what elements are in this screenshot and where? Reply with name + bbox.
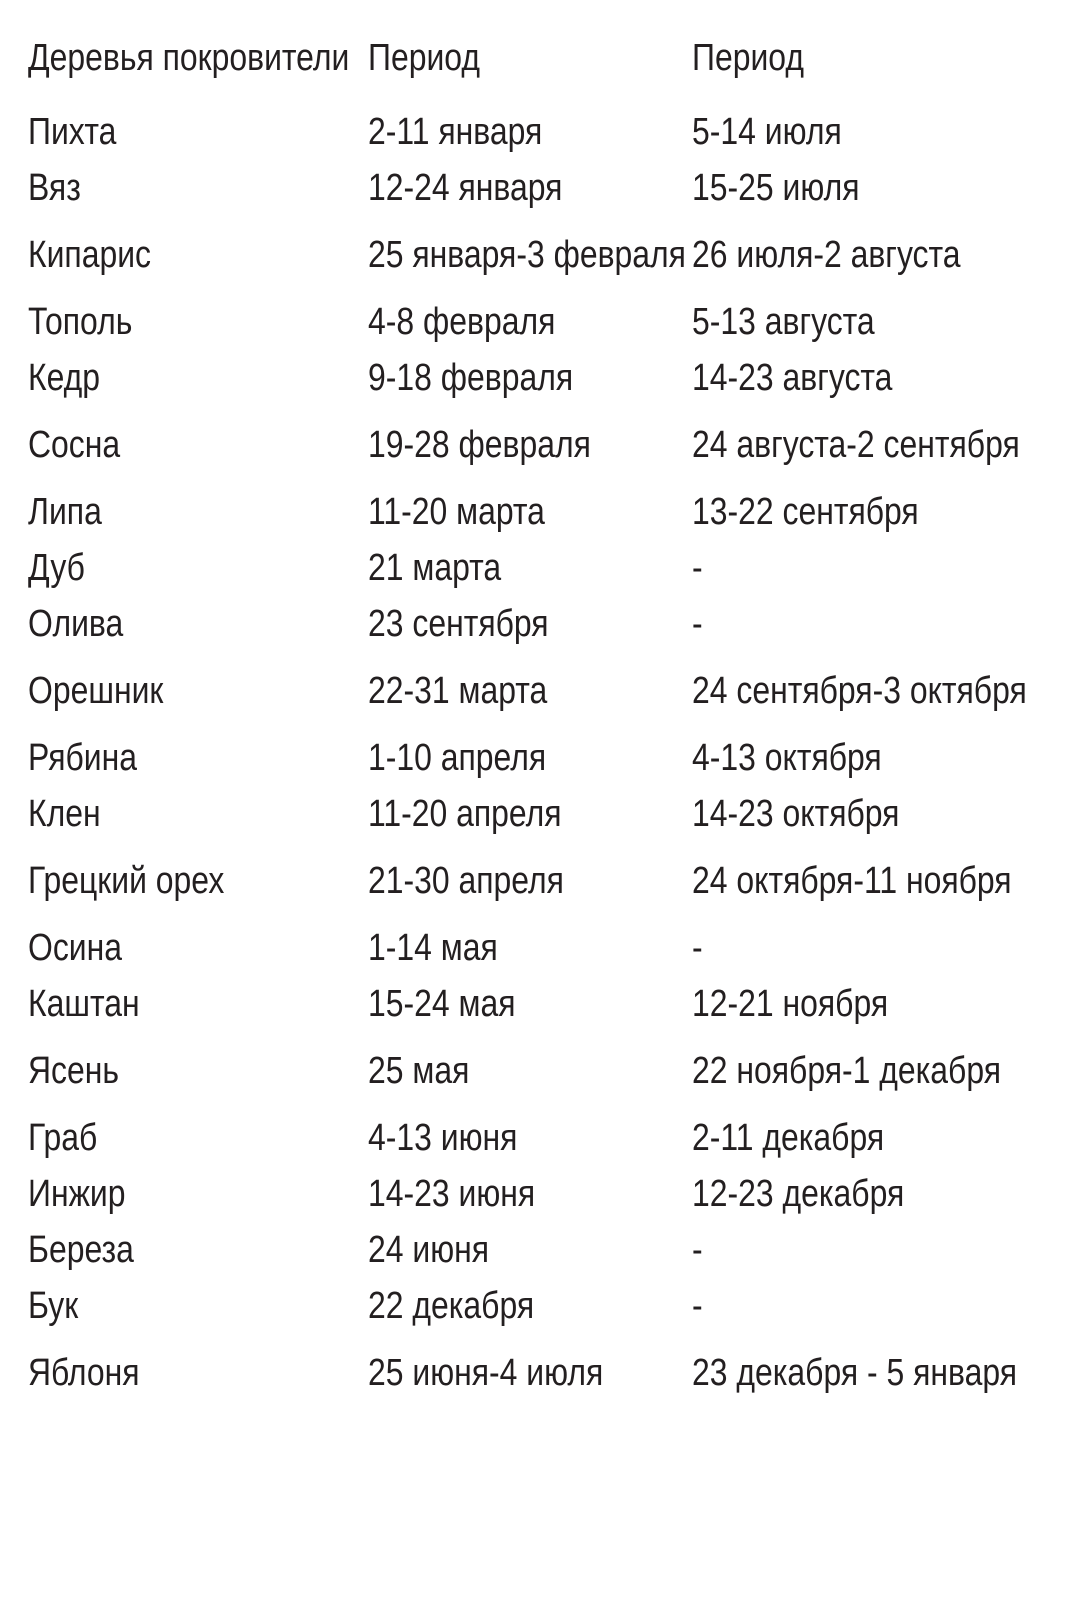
table-row	[28, 216, 1038, 294]
period-2: 24 октября-11 ноября	[692, 860, 1012, 902]
period-1: 25 июня-4 июля	[368, 1352, 604, 1394]
tree-name: Орешник	[28, 670, 164, 712]
tree-name: Олива	[28, 603, 124, 645]
table-row	[28, 1278, 1038, 1334]
table-row	[28, 1222, 1038, 1278]
tree-name: Тополь	[28, 301, 133, 343]
header-cell-trees	[28, 35, 368, 81]
table-header	[28, 12, 1038, 104]
tree-name: Вяз	[28, 167, 81, 209]
period-2: 2-11 декабря	[692, 1117, 885, 1159]
table-row	[28, 1166, 1038, 1222]
period-2: 14-23 августа	[692, 357, 893, 399]
header-cell-period-2	[692, 35, 1038, 81]
table-row	[28, 652, 1038, 730]
period-1: 23 сентября	[368, 603, 549, 645]
period-2: -	[692, 547, 703, 589]
period-1: 1-10 апреля	[368, 737, 547, 779]
period-1: 25 января-3 февраля	[368, 234, 686, 276]
tree-name: Кедр	[28, 357, 101, 399]
period-1: 4-13 июня	[368, 1117, 518, 1159]
tree-name: Кипарис	[28, 234, 152, 276]
tree-name: Береза	[28, 1229, 134, 1271]
header-period-1-label: Период	[368, 37, 480, 79]
tree-name: Рябина	[28, 737, 138, 779]
table-row	[28, 976, 1038, 1032]
period-1: 4-8 февраля	[368, 301, 556, 343]
header-cell-period-1	[368, 35, 692, 81]
period-1: 21-30 апреля	[368, 860, 564, 902]
table-row	[28, 1110, 1038, 1166]
period-1: 22-31 марта	[368, 670, 548, 712]
period-2: 15-25 июля	[692, 167, 860, 209]
period-2: 5-14 июля	[692, 111, 842, 153]
table-row	[28, 596, 1038, 652]
tree-name: Дуб	[28, 547, 85, 589]
header-trees-label: Деревья покровители	[28, 37, 350, 79]
period-2: -	[692, 1229, 703, 1271]
tree-name: Инжир	[28, 1173, 126, 1215]
period-1: 1-14 мая	[368, 927, 498, 969]
tree-name: Граб	[28, 1117, 98, 1159]
table-row	[28, 160, 1038, 216]
tree-name: Грецкий орех	[28, 860, 225, 902]
table-row	[28, 104, 1038, 160]
period-1: 2-11 января	[368, 111, 543, 153]
tree-name: Бук	[28, 1285, 79, 1327]
period-2: -	[692, 1285, 703, 1327]
tree-name: Каштан	[28, 983, 140, 1025]
tree-name: Липа	[28, 491, 102, 533]
period-1: 12-24 января	[368, 167, 563, 209]
period-2: -	[692, 603, 703, 645]
period-2: 24 августа-2 сентября	[692, 424, 1020, 466]
tree-name: Ясень	[28, 1050, 120, 1092]
table-row	[28, 1032, 1038, 1110]
tree-name: Пихта	[28, 111, 117, 153]
tree-name: Сосна	[28, 424, 121, 466]
period-1: 22 декабря	[368, 1285, 535, 1327]
period-1: 24 июня	[368, 1229, 490, 1271]
period-2: 12-21 ноября	[692, 983, 889, 1025]
period-1: 9-18 февраля	[368, 357, 574, 399]
table-row	[28, 920, 1038, 976]
table-row	[28, 406, 1038, 484]
table-row	[28, 1334, 1038, 1412]
header-period-2-label: Период	[692, 37, 804, 79]
table-row	[28, 294, 1038, 350]
table-row	[28, 786, 1038, 842]
period-1: 14-23 июня	[368, 1173, 536, 1215]
period-1: 21 марта	[368, 547, 502, 589]
tree-name: Осина	[28, 927, 123, 969]
period-1: 19-28 февраля	[368, 424, 591, 466]
period-2: 4-13 октября	[692, 737, 882, 779]
tree-name: Клен	[28, 793, 101, 835]
tree-name: Яблоня	[28, 1352, 140, 1394]
period-2: 5-13 августа	[692, 301, 875, 343]
period-2: 12-23 декабря	[692, 1173, 905, 1215]
table-row	[28, 730, 1038, 786]
period-1: 25 мая	[368, 1050, 470, 1092]
period-2: -	[692, 927, 703, 969]
period-2: 14-23 октября	[692, 793, 900, 835]
table-row	[28, 540, 1038, 596]
table-row	[28, 350, 1038, 406]
period-1: 15-24 мая	[368, 983, 516, 1025]
period-2: 22 ноября-1 декабря	[692, 1050, 1002, 1092]
table-row	[28, 842, 1038, 920]
period-2: 23 декабря - 5 января	[692, 1352, 1018, 1394]
period-1: 11-20 марта	[368, 491, 545, 533]
table-row	[28, 484, 1038, 540]
period-1: 11-20 апреля	[368, 793, 562, 835]
tree-calendar-table	[28, 12, 1038, 1412]
period-2: 13-22 сентября	[692, 491, 919, 533]
period-2: 26 июля-2 августа	[692, 234, 961, 276]
period-2: 24 сентября-3 октября	[692, 670, 1027, 712]
